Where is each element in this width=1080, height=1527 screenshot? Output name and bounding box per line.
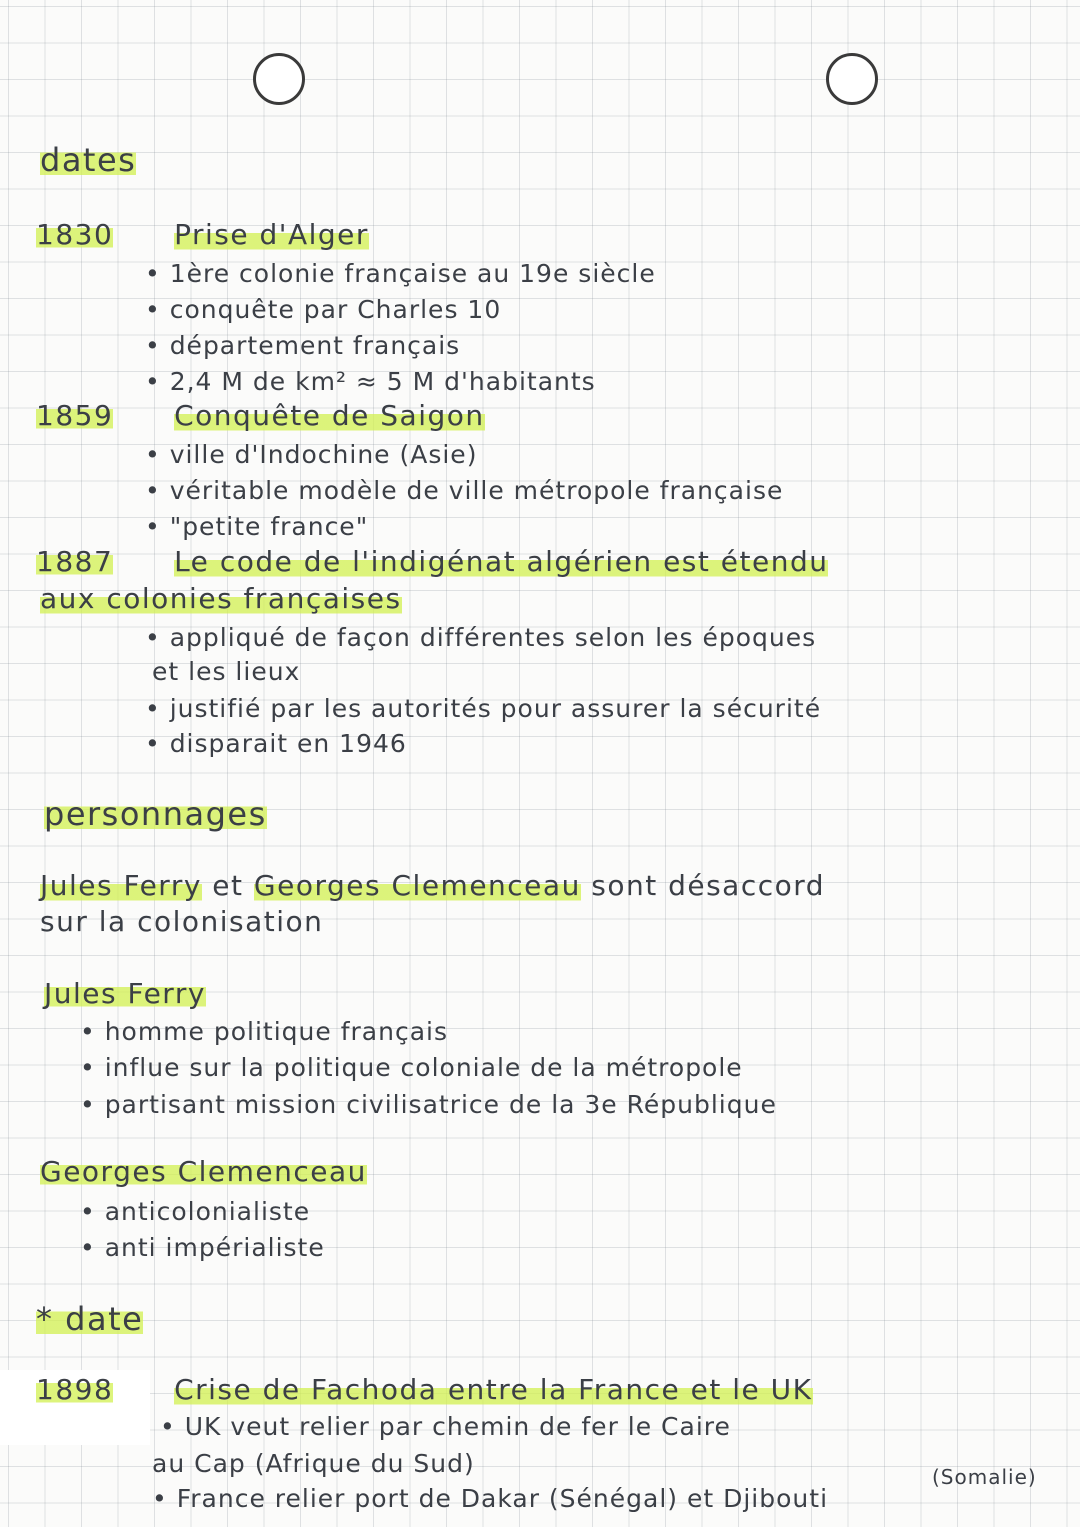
event-1887-bullet: • disparait en 1946 <box>145 729 407 758</box>
event-year: 1887 <box>36 545 114 578</box>
clemenceau-heading: Georges Clemenceau <box>40 1155 367 1188</box>
event-year: 1830 <box>36 218 114 251</box>
event-1898-note: (Somalie) <box>932 1465 1037 1489</box>
event-title: Crise de Fachoda entre la France et le UK <box>174 1373 813 1406</box>
personnages-intro-line1: Jules Ferry et Georges Clemenceau sont désaccord <box>40 869 826 902</box>
event-title: Conquête de Saigon <box>174 399 485 432</box>
section-title-personnages: personnages <box>44 795 267 833</box>
event-1859-bullet: • véritable modèle de ville métropole française <box>145 476 784 505</box>
event-1887-bullet: • appliqué de façon différentes selon les époques <box>145 623 817 652</box>
event-year: 1898 <box>36 1373 114 1406</box>
event-1887-heading <box>36 545 828 579</box>
event-1830-bullet: • 2,4 M de km² ≈ 5 M d'habitants <box>145 367 596 396</box>
event-1887-bullet: • justifié par les autorités pour assurer la sécurité <box>145 694 822 723</box>
event-1830-bullet: • 1ère colonie française au 19e siècle <box>145 259 656 288</box>
event-1859-bullet: • "petite france" <box>145 512 369 541</box>
event-1898-bullet: • UK veut relier par chemin de fer le Caire <box>160 1412 731 1441</box>
binder-hole-right <box>826 53 878 105</box>
event-1859-heading <box>36 399 485 433</box>
section-title-dates: dates <box>40 141 137 179</box>
event-1898-heading <box>36 1373 813 1407</box>
event-title: Le code de l'indigénat algérien est étendu <box>174 545 829 578</box>
event-year: 1859 <box>36 399 114 432</box>
section-title-date: * date <box>36 1300 144 1338</box>
ferry-heading: Jules Ferry <box>44 977 206 1010</box>
ferry-bullet: • partisant mission civilisatrice de la 3e République <box>80 1090 777 1119</box>
event-1898-bullet: • France relier port de Dakar (Sénégal) et Djibouti <box>152 1484 829 1513</box>
clemenceau-bullet: • anti impérialiste <box>80 1233 325 1262</box>
event-1898-bullet: au Cap (Afrique du Sud) <box>152 1449 475 1478</box>
event-1830-bullet: • département français <box>145 331 461 360</box>
clemenceau-bullet: • anticolonialiste <box>80 1197 311 1226</box>
event-1859-bullet: • ville d'Indochine (Asie) <box>145 440 478 469</box>
personnages-intro-line2: sur la colonisation <box>40 905 324 938</box>
event-1830-bullet: • conquête par Charles 10 <box>145 295 502 324</box>
event-title: Prise d'Alger <box>174 218 369 251</box>
event-1830-heading <box>36 218 369 252</box>
ferry-bullet: • homme politique français <box>80 1017 448 1046</box>
binder-hole-left <box>253 53 305 105</box>
ferry-bullet: • influe sur la politique coloniale de la métropole <box>80 1053 743 1082</box>
event-1887-bullet: et les lieux <box>152 657 301 686</box>
event-1887-heading-cont: aux colonies françaises <box>40 582 402 615</box>
